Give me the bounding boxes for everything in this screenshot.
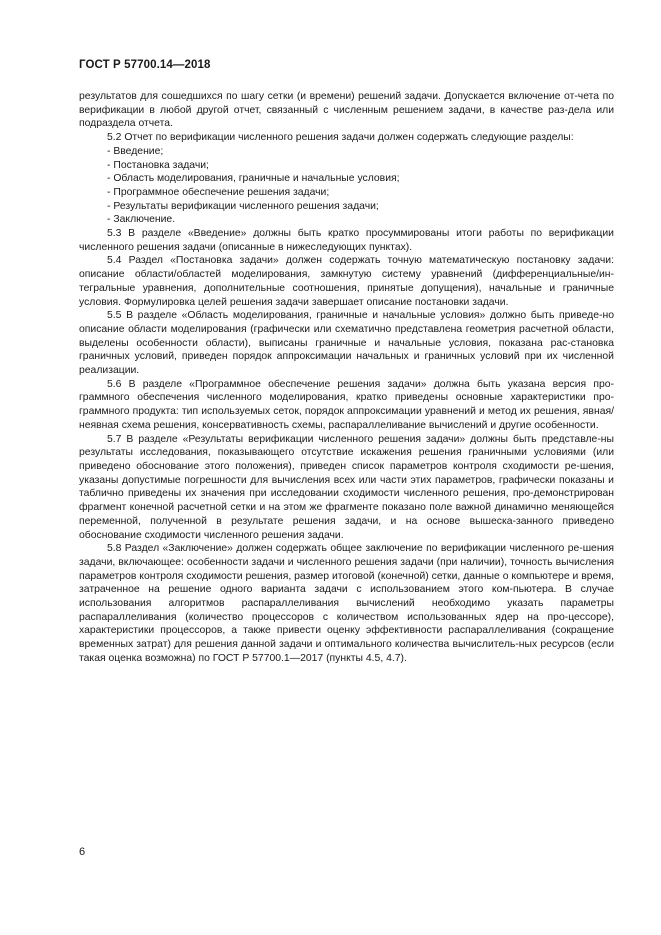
list-item: - Введение;: [107, 145, 164, 157]
page-number: 6: [79, 846, 86, 858]
section-5-8: 5.8 Раздел «Заключение» должен содержать общее заключение по верификации численного ре-шения задачи, включающее: особенности задачи и численного решения задачи (при наличии), точность вычисления параметров контроля сходимости решения, размер итоговой (конечной) сетки, данные о компьютере и время, затраченное на решение одного варианта задачи с использованием этого ком-пьютера. В случае использования алгоритмов распараллеливания вычислений необходимо указать параметры распараллеливания (количество процессоров с количеством использованных ядер на про-цессоре), характеристики процессоров, а также привести оценку эффективности распараллеливания (сокращение временных затрат) для решения данной задачи и оптимального количества вычислитель-ных ресурсов (если такая оценка возможна) по ГОСТ Р 57700.1—2017 (пункты 4.5, 4.7).: [79, 543, 614, 664]
section-5-2: 5.2 Отчет по верификации численного решения задачи должен содержать следующие разделы:: [107, 132, 574, 144]
section-5-3: 5.3 В разделе «Введение» должны быть кратко просуммированы итоги работы по верификации численного решения задачи (описанные в нижеследующих пунктах).: [79, 228, 614, 253]
section-5-5: 5.5 В разделе «Область моделирования, граничные и начальные условия» должно быть приведе-но описание области моделирования (графически или схематично представлена геометрия расчетной области, выделены особенности области), выписаны граничные и начальные условия, показана рас-становка граничных условий, приведен порядок аппроксимации начальных и граничных условий при их численной реализации.: [79, 310, 614, 377]
paragraph-continuation: результатов для сошедшихся по шагу сетки (и времени) решений задачи. Допускается включение от-чета по верификации в любой другой отчет, связанный с численным решением задачи, в качестве раз-дела или подраздела отчета.: [79, 91, 614, 130]
list-item: - Постановка задачи;: [107, 159, 209, 171]
document-body: [79, 90, 614, 666]
list-item: - Заключение.: [107, 214, 176, 226]
document-header: ГОСТ Р 57700.14—2018: [79, 59, 211, 71]
section-5-6: 5.6 В разделе «Программное обеспечение решения задачи» должна быть указана версия про-граммного обеспечения численного моделирования, кратко приведены основные характеристики про-граммного продукта: тип используемых сеток, порядок аппроксимации уравнений и метод их решения, явная/неявная схема решения, консервативность схемы, распараллеливание вычислений и другие особенности.: [79, 378, 614, 431]
list-item: - Область моделирования, граничные и начальные условия;: [107, 173, 400, 185]
section-5-7: 5.7 В разделе «Результаты верификации численного решения задачи» должны быть представле-ны результаты исследования, показывающего отсутствие искажения решения граничными условиями (или приведено обоснование этого положения), приведен список параметров контроля сходимости ре-шения, указаны допустимые погрешности для вычисления всех или части этих параметров, графически показаны и таблично приведены их значения при исследовании сходимости численного решения, про-демонстрирован фрагмент конечной расчетной сетки и на этом же фрагменте показано поле важной динамично меняющейся переменной, полученной в результате решения задачи, и на основе вышеска-занного приведено обоснование сходимости численного решения задачи.: [79, 433, 614, 541]
list-item: - Программное обеспечение решения задачи;: [107, 186, 330, 198]
list-item: - Результаты верификации численного решения задачи;: [107, 200, 379, 212]
section-5-4: 5.4 Раздел «Постановка задачи» должен содержать точную математическую постановку задачи: описание области/областей моделирования, замкнутую систему уравнений (дифференциальные/ин-тегральные уравнения, дополнительные соотношения, принятые допущения), начальные и граничные условия. Формулировка целей решения задачи завершает описание постановки задачи.: [79, 255, 614, 308]
